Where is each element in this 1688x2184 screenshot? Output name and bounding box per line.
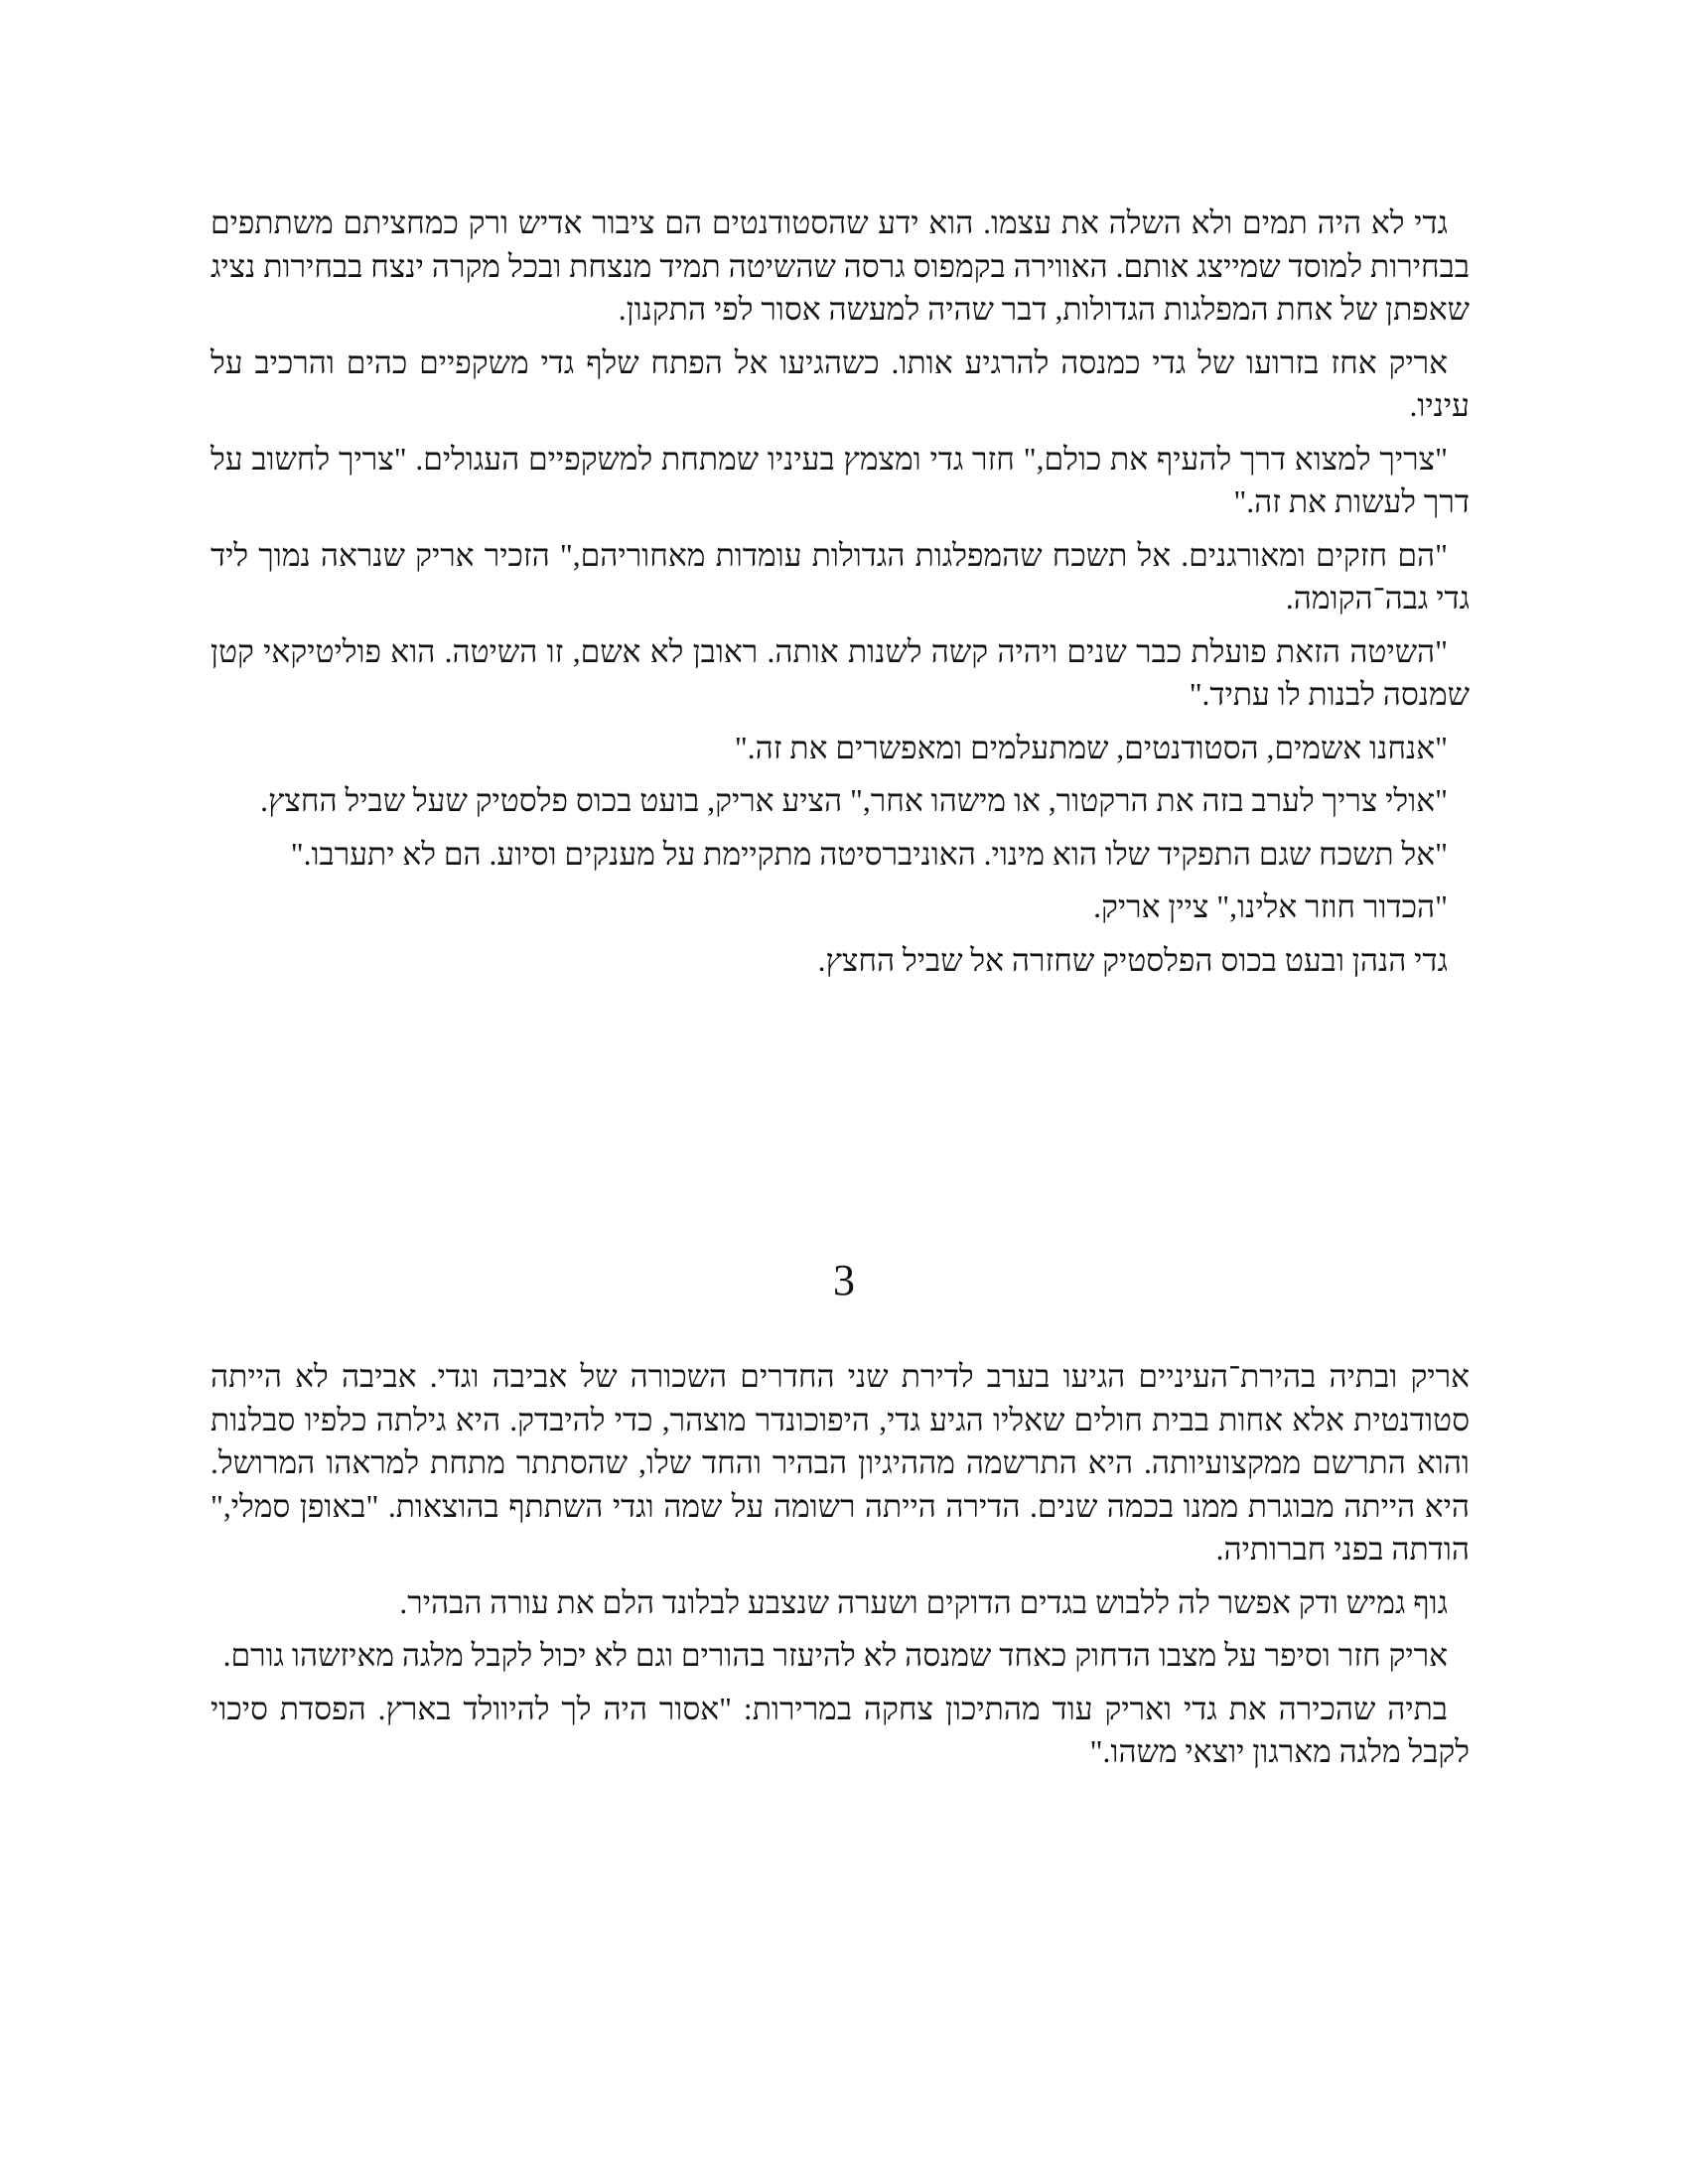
- paragraph: "צריך למצוא דרך להעיף את כולם," חזר גדי ומצמץ בעיניו שמתחת למשקפיים העגולים. "צריך לחשוב על דרך לעשות את זה.": [211, 441, 1470, 519]
- paragraph: "אל תשכח שגם התפקיד שלו הוא מינוי. האוניברסיטה מתקיימת על מענקים וסיוע. הם לא יתערבו.": [290, 836, 1448, 872]
- paragraph: "השיטה הזאת פועלת כבר שנים ויהיה קשה לשנות אותה. ראובן לא אשם, זו השיטה. הוא פוליטיקאי קטן שמנסה לבנות לו עתיד.": [211, 633, 1470, 712]
- paragraph: "הם חזקים ומאורגנים. אל תשכח שהמפלגות הגדולות עומדות מאחוריהם," הזכיר אריק שנראה נמוך ליד גדי גבה־הקומה.: [211, 537, 1470, 615]
- paragraph: "הכדור חוזר אלינו," ציין אריק.: [1093, 889, 1448, 924]
- paragraph: גדי לא היה תמים ולא השלה את עצמו. הוא ידע שהסטודנטים הם ציבור אדיש ורק כמחציתם משתתפים בבחירות למוסד שמייצג אותם. האווירה בקמפוס גרסה שהשיטה תמיד מנצחת ובכל מקרה ינצח בבחירות נציג שאפתן של אחת המפלגות הגדולות, דבר שהיה למעשה אסור לפי התקנון.: [211, 205, 1470, 327]
- paragraph: אריק ובתיה בהירת־העיניים הגיעו בערב לדירת שני החדרים השכורה של אביבה וגדי. אביבה לא הייתה סטודנטית אלא אחות בבית חולים שאליו הגיע גדי, היפוכונדר מוצהר, כדי להיבדק. היא גילתה כלפיו סבלנות והוא התרשם ממקצועיותה. היא התרשמה מההיגיון הבהיר והחד שלו, שהסתתר מתחת למראהו המרושל. היא הייתה מבוגרת ממנו בכמה שנים. הדירה הייתה רשומה על שמה וגדי השתתף בהוצאות. "באופן סמלי," הודתה בפני חברותיה.: [211, 1359, 1470, 1567]
- chapter-number: 3: [833, 1256, 855, 1304]
- paragraph: בתיה שהכירה את גדי ואריק עוד מהתיכון צחקה במרירות: "אסור היה לך להיוולד בארץ. הפסדת סיכוי לקבל מלגה מארגון יוצאי משהו.": [211, 1691, 1470, 1769]
- paragraph: גדי הנהן ובעט בכוס הפלסטיק שחזרה אל שביל החצץ.: [817, 942, 1448, 978]
- text-section-before-chapter: [211, 202, 1470, 992]
- text-section-chapter-3: [211, 1355, 1470, 1784]
- paragraph: "אולי צריך לערב בזה את הרקטור, או מישהו אחר," הציע אריק, בועט בכוס פלסטיק שעל שביל החצץ.: [260, 783, 1448, 818]
- paragraph: "אנחנו אשמים, הסטודנטים, שמתעלמים ומאפשרים את זה.": [734, 730, 1448, 765]
- paragraph: אריק אחז בזרועו של גדי כמנסה להרגיע אותו. כשהגיעו אל הפתח שלף גדי משקפיים כהים והרכיב על עיניו.: [211, 344, 1470, 423]
- paragraph: אריק חזר וסיפר על מצבו הדחוק כאחד שמנסה לא להיעזר בהורים וגם לא יכול לקבל מלגה מאיזשהו גורם.: [222, 1638, 1448, 1673]
- paragraph: גוף גמיש ודק אפשר לה ללבוש בגדים הדוקים ושערה שנצבע לבלונד הלם את עורה הבהיר.: [399, 1584, 1448, 1620]
